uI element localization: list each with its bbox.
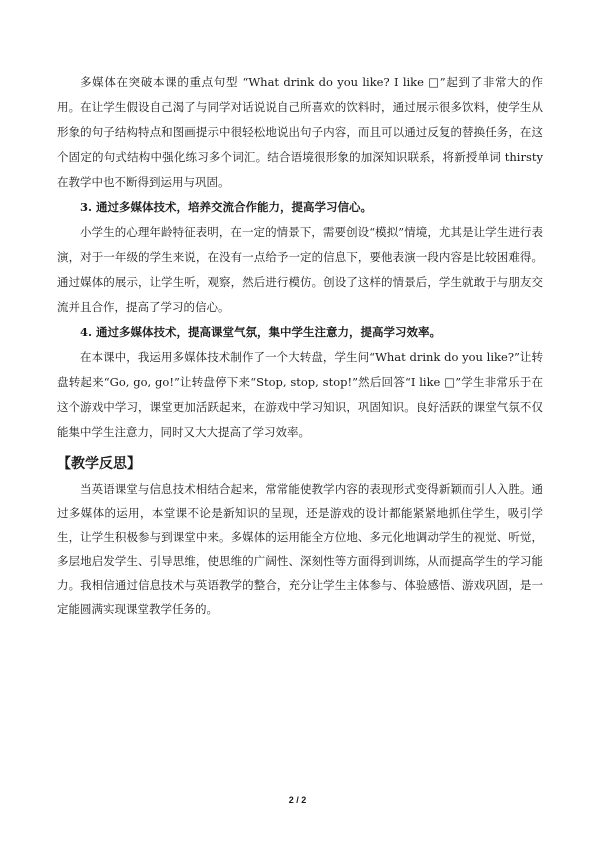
heading-point-4: 4. 通过多媒体技术，提高课堂气氛，集中学生注意力，提高学习效率。 [80,325,442,339]
paragraph-point-3: 小学生的心理年龄特征表明，在一定的情景下，需要创设“模拟”情境，尤其是让学生进行表演，对于一年级的学生来说，在没有一点给予一定的信息下，要他表演一段内容是比较困难得。通过媒体的展示，让学生听，观察，然后进行模仿。创设了这样的情景后，学生就敢于与朋友交流并且合作，提高了学习的信心。 [57,225,543,314]
page-number: 2 / 2 [288,795,307,805]
heading-point-3: 3. 通过多媒体技术，培养交流合作能力，提高学习信心。 [80,200,373,214]
reflection-paragraph: 当英语课堂与信息技术相结合起来，常常能使教学内容的表现形式变得新颖而引人入胜。通过多媒体的运用，本堂课不论是新知识的呈现，还是游戏的设计都能紧紧地抓住学生，吸引学生，让学生积极参与到课堂中来。多媒体的运用能全方位地、多元化地调动学生的视觉、听觉，多层地启发学生、引导思维，使思维的广阔性、深刻性等方面得到训练，从而提高学生的学习能力。我相信通过信息技术与英语教学的整合，充分让学生主体参与、体验感悟、游戏巩固，是一定能圆满实现课堂教学任务的。 [57,482,543,616]
paragraph-point-4: 在本课中，我运用多媒体技术制作了一个大转盘，学生问“What drink do you like?”让转盘转起来“Go, go, go!”让转盘停下来“Stop, stop, stop!”然后回答“I like □”学生非常乐于在这个游戏中学习，课堂更加活跃起来，在游戏中学习知识，巩固知识。良好活跃的课堂气氛不仅能集中学生注意力，同时又大大提高了学习效率。 [57,350,543,439]
document-body [57,70,543,621]
reflection-title: 【教学反思】 [57,456,141,472]
reflection-section [57,451,543,621]
paragraph-key-sentence: 多媒体在突破本课的重点句型 “What drink do you like? I like □”起到了非常大的作用。在让学生假设自己渴了与同学对话说说自己所喜欢的饮料时，通过展示很多饮料，使学生从形象的句子结构特点和图画提示中很轻松地说出句子内容，而且可以通过反复的替换任务，在这个固定的句式结构中强化练习多个词汇。结合语境很形象的加深知识联系，将新授单词 thirsty 在教学中也不断得到运用与巩固。 [57,75,543,189]
